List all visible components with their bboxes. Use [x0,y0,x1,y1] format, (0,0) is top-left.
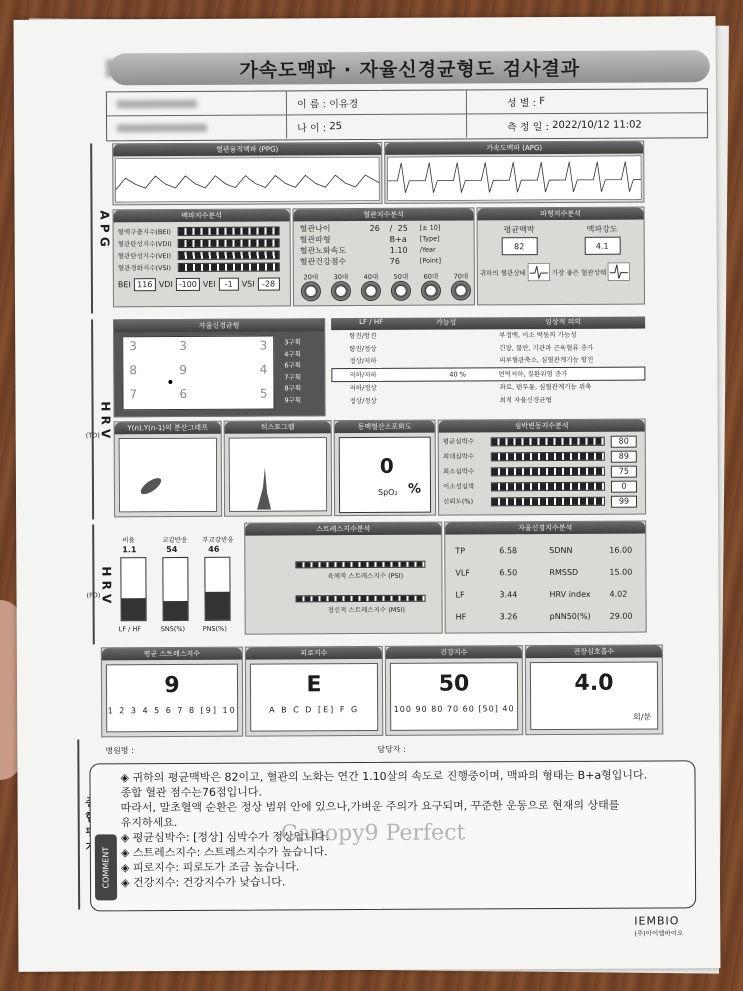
table-row-highlighted: 저하/저하 40 % 면역저하, 질환위험 증가 [331,366,645,382]
brand-sub: (주)아이엠바이오 [634,929,684,938]
breath-value: 4.0 [574,670,614,696]
vessel-type-value: B+a [389,234,407,244]
stress-title: 스트레스지수분석 [245,523,441,536]
pns-tube [204,557,230,621]
section-hrv-fd: H R V [92,524,119,644]
table-header: 가능성 [435,318,457,327]
zone-list [284,337,301,406]
histogram-plot [229,437,327,512]
health-card [385,645,523,736]
fatigue-value: E [306,672,322,698]
aging-speed-value: 1.10 [389,245,408,255]
redacted-field [117,99,197,107]
stress-summary-card [101,647,243,738]
decade-label: 30대 [333,273,349,282]
report-sheet [14,16,721,972]
spo2-value: 0 [379,453,394,478]
psi-label: 육체적 스트레스지수 (PSI) [327,571,404,581]
name-value: 이유경 [329,99,359,111]
vessel-age-label: 혈관나이 [299,224,331,234]
vsi-label: VSI [241,279,255,289]
report-title: 가속도맥파 · 자율신경균형도 검사결과 [110,50,710,85]
msi-bar [296,595,426,603]
decade-label: 60대 [423,272,439,281]
vdi-label: VDI [158,280,173,290]
vdi-row-label: 혈관탄성지수(VDI) [117,239,172,248]
health-title: 건강지수 [386,646,522,659]
zone-label: 4구획 [284,349,301,358]
fatigue-card [245,646,383,737]
spo2-title: 동맥혈산소포화도 [335,421,435,434]
table-row: 항진/항진 부정맥, 이소 박동의 가능성 [349,330,577,341]
section-hrv-td-sub: (TD) [85,431,100,440]
scatter-title: Y(n),Y(n-1)의 분산그래프 [115,422,221,435]
sex-label: 성 별 : [506,98,537,110]
tube-label: LF / HF [118,625,142,634]
grid-cell: 3 [129,339,137,354]
stress-panel [244,522,443,635]
tube-value: 54 [166,544,178,555]
bei-bar [178,226,280,236]
tube-title: 비율 [122,536,135,545]
vessel-type-label: 혈관파형 [299,235,331,245]
vessel-type-unit: [Type] [419,234,440,243]
vsi-value: -28 [258,277,280,290]
bei-row-label: 혈액구출지수(BEI) [117,227,171,236]
health-score-value: 76 [389,256,400,266]
psi-bar [295,561,425,569]
hospital-label: 병원명 : [105,746,134,756]
wave-type-panel [477,207,646,306]
patient-info [106,88,708,141]
decade-label: 20대 [303,273,319,282]
table-row: 항진/정상 긴장, 불안, 기관과 근육혈류 증가 [349,343,594,353]
hr-row: 최대심박수 89 [443,449,641,465]
decade-label: 40대 [363,272,379,282]
ans-panel [444,521,647,634]
comment-line: ◈ 스트레스지수: 스트레스지수가 높습니다. [120,845,328,860]
zone-label: 6구획 [284,361,302,370]
zone-label: 3구획 [284,338,301,347]
doctor-label: 담당자 : [377,744,406,754]
pulse-strength-value: 4.1 [584,237,620,255]
best-vessel-label: 가장 좋은 혈관상태 [551,268,607,277]
tube-value: 1.1 [122,545,137,555]
grid-cell: 4 [259,362,268,377]
sns-tube [162,557,188,621]
age-value: 25 [329,121,343,133]
comment-box [89,760,696,911]
table-header: 임상적 의의 [545,317,582,327]
scatter-plot [119,438,217,513]
table-row: 정상/저하 피부혈관축소, 심혈관계기능 항진 [349,355,594,366]
redacted-field [117,123,207,131]
decade-label: 50대 [393,272,409,281]
breath-unit: 회/분 [632,712,652,722]
your-vessel-wave-icon [528,263,550,281]
age-label: 나 이 : [297,123,327,135]
avg-pulse-label: 평균맥박 [503,225,535,235]
spo2-unit: % [407,481,422,497]
stress-summary-title: 평균 스트레스지수 [102,648,242,661]
dial-icon [301,281,321,301]
grid-cell: 3 [179,338,187,353]
name-label: 이 름 : [296,99,327,111]
health-score-label: 혈관건강점수 [299,257,347,267]
balance-dot [168,380,172,384]
section-apg: A P G [90,143,117,313]
breath-card [525,644,663,735]
grid-cell: 8 [129,363,138,378]
waveform-index-panel [113,208,292,307]
balance-title: 자율신경균형 [114,319,324,332]
clinical-table [331,317,645,415]
ppg-title: 혈관용적맥파 (PPG) [113,143,381,156]
decade-dials [301,271,471,301]
dial-icon [331,281,351,301]
lf-hf-tube [120,557,146,621]
grid-cell: 5 [259,386,268,401]
section-hrv-fd-sub: (FD) [86,591,101,600]
ans-row: LF 3.44 HRV index 4.02 [455,589,628,600]
vessel-age-real: 25 [397,223,408,233]
ans-row: VLF 6.50 RMSSD 15.00 [455,567,633,578]
vessel-age-value: 26 [369,223,380,233]
comment-tag: COMMENT [95,834,117,900]
table-header: LF / HF [359,317,384,327]
breath-title: 권장심호흡수 [526,645,662,658]
grid-cell: 6 [179,386,188,401]
decade-label: 70대 [453,272,469,281]
heart-rate-title: 심박변동지수분석 [439,420,645,433]
vessel-age-sep: / [389,223,393,233]
scatter-panel [114,421,223,518]
vsi-bar [178,262,280,272]
histogram-title: 히스토그램 [225,421,331,434]
spo2-label: SpO₂ [377,487,398,497]
vei-label: VEI [202,279,216,289]
aging-speed-unit: /Year [419,245,436,254]
apg-title: 가속도맥파 (APG) [385,142,643,155]
section-hrv-td: H R V [91,319,118,519]
health-score-unit: [Point] [419,256,442,265]
hr-row: 이소성심박 0 [443,479,641,495]
grid-cell: 9 [179,362,188,377]
pulse-strength-label: 맥파강도 [586,224,618,234]
watermark: Canopy9 Perfect [280,820,466,847]
dial-icon [451,280,471,300]
tube-title: 부교감반응 [202,535,234,544]
hr-row: 최소심박수 75 [443,464,641,480]
date-label: 측 정 일 : [507,122,550,134]
grid-cell: 3 [259,338,268,353]
dial-icon [421,281,441,301]
zone-label: 7구획 [284,372,302,381]
zone-label: 8구획 [284,384,302,393]
table-row: 저하/정상 과로, 편두통, 심혈관계기능 위축 [349,382,592,393]
ppg-waveform [115,157,379,202]
your-vessel-label: 귀하의 혈관상태 [479,268,526,277]
histogram-panel [224,420,333,517]
comment-line: 유지하세요. [120,815,178,830]
comment-line: ◈ 평균심박수: [정상] 심박수가 정상입니다. [120,830,330,845]
ans-title: 자율신경지수분석 [445,522,645,535]
fatigue-title: 피로지수 [246,647,382,660]
table-row: 정상/정상 최적 자율신경균형 [349,395,552,405]
bei-label: BEI [117,280,131,290]
heart-rate-panel [438,419,646,516]
dial-icon [391,281,411,301]
stress-summary-value: 9 [164,672,180,699]
ans-row: TP 6.58 SDNN 16.00 [455,545,633,556]
avg-pulse-value: 82 [501,237,537,255]
vessel-age-unit: [± 10] [419,223,441,232]
vdi-bar [178,238,280,248]
apg-panel [384,141,644,204]
brand-logo: IEMBIO [634,914,680,928]
hr-row: 평균심박수 80 [443,434,641,450]
vei-value: -1 [219,278,239,291]
vei-row-label: 혈관탄성지수(VEI) [117,251,171,260]
balance-grid [122,335,274,410]
comment-line: 따라서, 말초혈액 순환은 정상 범위 안에 있으나,가벼운 주의가 요구되며, 꾸준한 운동으로 현재의 상태를 [120,798,620,815]
tube-label: PNS(%) [202,624,227,633]
comment-line: 종합 혈관 점수는76점입니다. [120,785,262,800]
spo2-panel [334,420,437,517]
dial-icon [361,281,381,301]
comment-line: ◈ 피로지수: 피로도가 조금 높습니다. [120,860,300,875]
apg-waveform [387,156,641,201]
date-value: 2022/10/12 11:02 [552,119,642,132]
vei-bar [178,250,280,260]
wave-type-title: 파형지수분석 [478,208,644,221]
vdi-value: -100 [176,278,200,291]
balance-panel [113,318,326,417]
zone-label: 9구획 [284,395,302,404]
bei-value: 116 [134,278,156,291]
vsi-row-label: 혈관경화지수(VSI) [117,263,172,272]
tube-title: 교감반응 [162,535,188,545]
grid-cell: 7 [129,387,138,402]
stress-scale: 1 2 3 4 5 6 7 8 [9] 10 [107,705,237,716]
tube-label: SNS(%) [160,624,186,634]
best-vessel-wave-icon [608,263,630,281]
fatigue-scale: A B C D [E] F G [269,705,360,715]
tube-value: 46 [208,544,220,554]
msi-label: 정신적 스트레스지수 (MSI) [327,605,406,615]
ppg-panel [112,142,382,205]
sex-value: F [539,96,545,108]
waveform-index-title: 맥파지수분석 [114,209,290,222]
hr-row: 신뢰도(%) 99 [443,494,641,510]
ans-row: HF 3.26 pNN50(%) 29.00 [455,611,633,622]
comment-line: ◈ 건강지수: 건강지수가 낮습니다. [120,875,286,890]
comment-line: ◈ 귀하의 평균맥박은 82이고, 혈관의 노화는 연간 1.10살의 속도로 진행중이며, 맥파의 형태는 B+a형입니다. [120,768,648,785]
aging-speed-label: 혈관노화속도 [299,246,347,256]
health-scale: 100 90 80 70 60 [50] 40 [393,704,515,714]
health-value: 50 [438,671,470,697]
vessel-index-title: 혈관지수분석 [294,208,474,221]
